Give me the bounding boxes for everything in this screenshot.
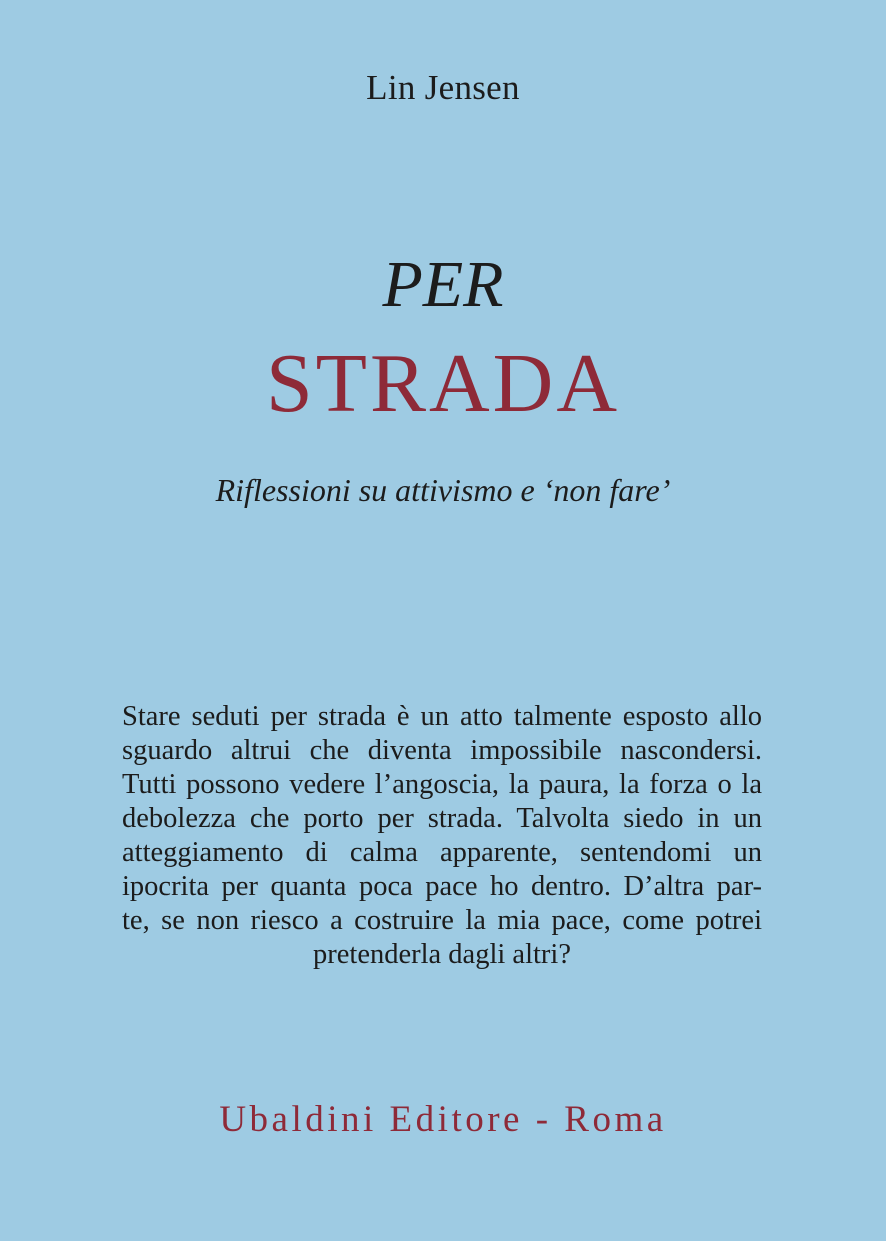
blurb-line: atteggiamento di calma apparente, sentendomi un [122, 837, 762, 868]
blurb-text [122, 700, 762, 972]
title-top: PER [382, 248, 504, 321]
blurb-line: Stare seduti per strada è un atto talmente esposto allo [122, 701, 762, 732]
blurb-line: Tutti possono vedere l’angoscia, la paura, la forza o la [122, 769, 762, 800]
blurb-line: debolezza che porto per strada. Talvolta siedo in un [122, 803, 762, 834]
subtitle: Riflessioni su attivismo e ‘non fare’ [215, 472, 671, 508]
blurb-line: pretenderla dagli altri? [313, 939, 571, 970]
author-name: Lin Jensen [366, 68, 520, 107]
blurb-line: te, se non riesco a costruire la mia pace, come potrei [122, 905, 762, 936]
publisher-name: Ubaldini Editore - Roma [219, 1099, 667, 1140]
blurb-line: sguardo altrui che diventa impossibile nascondersi. [122, 735, 762, 766]
title-main: STRADA [265, 337, 621, 430]
blurb-line: ipocrita per quanta poca pace ho dentro. D’altra par- [122, 871, 762, 902]
